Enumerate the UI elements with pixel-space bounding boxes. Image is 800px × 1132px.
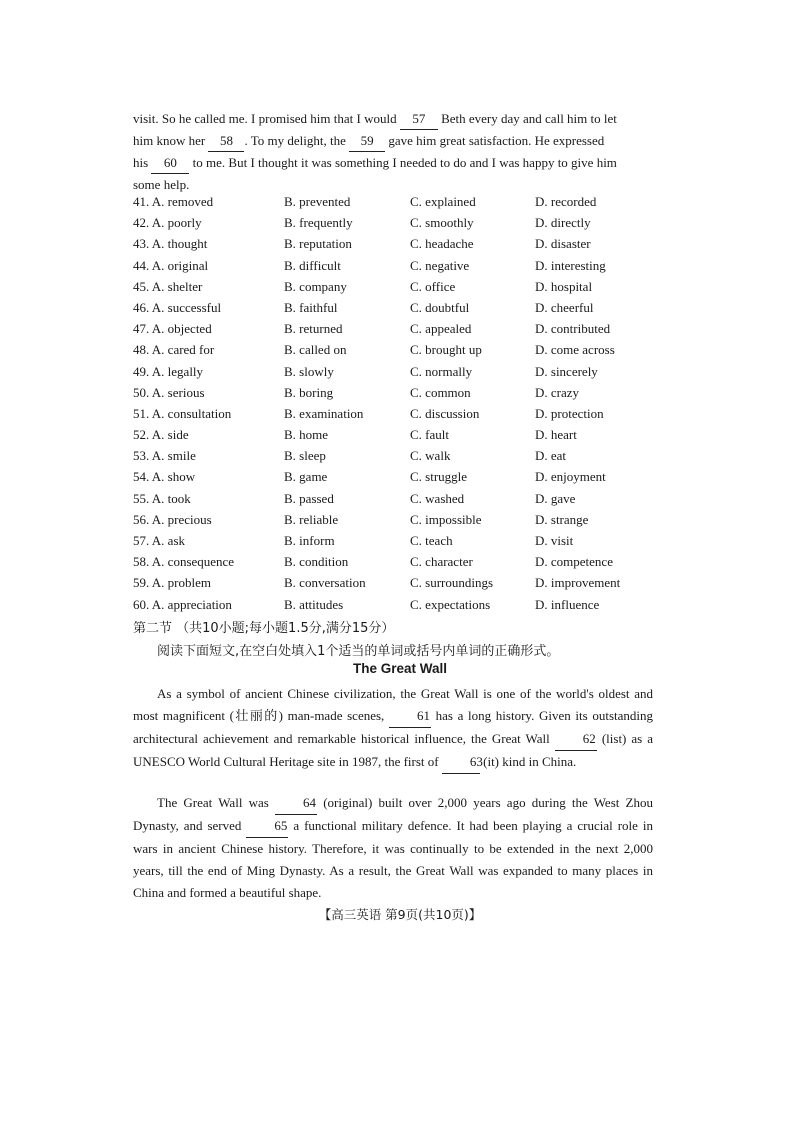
- option-b: B. examination: [284, 405, 364, 421]
- option-b: B. condition: [284, 554, 349, 570]
- option-a: 48. A. cared for: [133, 342, 215, 358]
- option-c: C. appealed: [410, 321, 472, 337]
- option-row: [133, 466, 653, 487]
- blank-58: 58: [208, 130, 244, 152]
- option-b: B. reputation: [284, 236, 352, 252]
- option-b: B. difficult: [284, 257, 341, 273]
- option-c: C. surroundings: [410, 575, 494, 591]
- option-a: 49. A. legally: [133, 363, 204, 379]
- text-segment: As a symbol of ancient Chinese civilization, the Great Wall is one of the world's oldest and most magnificent (壮丽的) man-made scenes,: [133, 686, 653, 723]
- option-b: B. prevented: [284, 194, 351, 209]
- option-a: 57. A. ask: [133, 533, 185, 548]
- option-d: D. influence: [535, 596, 600, 612]
- option-a: 56. A. precious: [133, 511, 212, 527]
- option-row: [133, 424, 653, 445]
- option-d: D. contributed: [535, 321, 611, 337]
- option-d: D. heart: [535, 427, 577, 443]
- option-a: 43. A. thought: [133, 236, 208, 252]
- option-d: D. interesting: [535, 257, 606, 273]
- option-a: 52. A. side: [133, 427, 189, 443]
- option-row: [133, 297, 653, 318]
- text-segment: a functional military defence. It had been playing a crucial role in wars in ancient Chinese history. Therefore, it was continually to be extended in the next 2,000 years, till the end of Ming Dynasty. As a result, the Great Wall was expanded to many places in China and formed a beautiful shape.: [133, 818, 654, 900]
- option-a: 51. A. consultation: [133, 405, 232, 421]
- option-c: C. brought up: [410, 342, 482, 358]
- option-c: C. explained: [410, 194, 476, 209]
- text-segment: him know her: [133, 133, 206, 148]
- options-table: [133, 191, 653, 615]
- option-row: [133, 191, 653, 212]
- option-c: C. headache: [410, 236, 474, 252]
- option-a: 46. A. successful: [133, 299, 222, 315]
- page-footer: 【高三英语 第9页(共10页)】: [318, 907, 482, 922]
- option-c: C. teach: [410, 533, 453, 548]
- option-d: D. cheerful: [535, 299, 594, 315]
- option-d: D. crazy: [535, 384, 580, 400]
- section-instruction: 阅读下面短文,在空白处填入1个适当的单词或括号内单词的正确形式。: [157, 644, 560, 659]
- blank-64: 64: [275, 792, 317, 815]
- option-row: [133, 445, 653, 466]
- option-a: 42. A. poorly: [133, 215, 202, 231]
- text-segment: gave him great satisfaction. He expressed: [388, 133, 605, 148]
- option-a: 50. A. serious: [133, 384, 205, 400]
- passage-line: [133, 130, 653, 152]
- option-a: 55. A. took: [133, 490, 191, 506]
- text-segment: (it) kind in China.: [483, 754, 577, 769]
- option-b: B. passed: [284, 490, 334, 506]
- text-segment: visit. So he called me. I promised him that I would: [133, 111, 397, 126]
- option-b: B. home: [284, 427, 329, 443]
- option-row: [133, 276, 653, 297]
- option-d: D. competence: [535, 554, 613, 570]
- option-row: [133, 255, 653, 276]
- blank-63: 63: [442, 751, 480, 774]
- option-b: B. attitudes: [284, 596, 344, 612]
- blank-61: 61: [389, 705, 431, 728]
- passage-line: [133, 108, 653, 130]
- text-segment: has a long history. Given its outstanding architectural achievement and remarkable historical influence, the Great Wall: [133, 708, 653, 746]
- option-c: C. impossible: [410, 511, 482, 527]
- option-a: 60. A. appreciation: [133, 596, 232, 612]
- option-b: B. boring: [284, 384, 334, 400]
- blank-62: 62: [555, 728, 597, 751]
- option-c: C. character: [410, 554, 473, 570]
- option-c: C. walk: [410, 448, 451, 464]
- option-row: [133, 594, 653, 615]
- text-segment: Beth every day and call him to let: [441, 111, 617, 126]
- option-d: D. enjoyment: [535, 469, 606, 485]
- text-segment: The Great Wall was: [157, 795, 269, 810]
- option-row: [133, 403, 653, 424]
- option-d: D. improvement: [535, 575, 621, 591]
- option-c: C. doubtful: [410, 299, 470, 315]
- blank-59: 59: [349, 130, 385, 152]
- option-row: [133, 551, 653, 572]
- option-row: [133, 382, 653, 403]
- option-b: B. sleep: [284, 448, 326, 464]
- passage-title: The Great Wall: [352, 661, 448, 676]
- option-d: D. eat: [535, 448, 567, 464]
- option-row: [133, 488, 653, 509]
- option-row: [133, 233, 653, 254]
- blank-57: 57: [400, 108, 438, 130]
- option-b: B. inform: [284, 533, 335, 548]
- option-b: B. faithful: [284, 299, 338, 315]
- option-d: D. strange: [535, 511, 589, 527]
- option-a: 45. A. shelter: [133, 278, 203, 294]
- option-d: D. recorded: [535, 194, 597, 209]
- option-row: [133, 530, 653, 551]
- option-c: C. fault: [410, 427, 449, 443]
- option-b: B. game: [284, 469, 328, 485]
- option-a: 47. A. objected: [133, 321, 212, 337]
- option-b: B. returned: [284, 321, 343, 337]
- option-b: B. reliable: [284, 511, 339, 527]
- text-segment: . To my delight, the: [244, 133, 346, 148]
- option-c: C. smoothly: [410, 215, 474, 231]
- option-row: [133, 361, 653, 382]
- option-d: D. visit: [535, 533, 574, 548]
- option-d: D. hospital: [535, 278, 593, 294]
- option-d: D. directly: [535, 215, 591, 231]
- option-c: C. normally: [410, 363, 473, 379]
- option-c: C. negative: [410, 257, 470, 273]
- option-a: 41. A. removed: [133, 194, 214, 209]
- option-a: 53. A. smile: [133, 448, 196, 464]
- option-b: B. company: [284, 278, 347, 294]
- option-c: C. common: [410, 384, 471, 400]
- option-b: B. called on: [284, 342, 347, 358]
- text-segment: to me. But I thought it was something I needed to do and I was happy to give him: [192, 155, 617, 170]
- cloze-passage-tail: [133, 108, 653, 195]
- option-a: 44. A. original: [133, 257, 209, 273]
- text-segment: (original) built over 2,000 years ago during the West Zhou Dynasty, and served: [133, 795, 653, 833]
- option-c: C. expectations: [410, 596, 491, 612]
- option-row: [133, 339, 653, 360]
- passage-paragraph-1: [133, 683, 653, 774]
- option-a: 59. A. problem: [133, 575, 211, 591]
- option-d: D. gave: [535, 490, 576, 506]
- text-segment: his: [133, 155, 149, 170]
- passage-paragraph-2: [133, 792, 653, 904]
- option-row: [133, 212, 653, 233]
- passage-line: some help.: [133, 177, 190, 192]
- option-c: C. washed: [410, 490, 465, 506]
- option-d: D. disaster: [535, 236, 591, 252]
- passage-line: [133, 152, 653, 174]
- option-b: B. slowly: [284, 363, 334, 379]
- option-row: [133, 572, 653, 593]
- section-heading: 第二节 （共10小题;每小题1.5分,满分15分）: [133, 621, 395, 636]
- option-c: C. office: [410, 278, 456, 294]
- text-segment: (list) as a UNESCO World Cultural Heritage site in 1987, the first of: [133, 731, 654, 769]
- blank-65: 65: [246, 815, 288, 838]
- option-b: B. frequently: [284, 215, 353, 231]
- option-d: D. come across: [535, 342, 615, 358]
- option-d: D. protection: [535, 405, 604, 421]
- option-a: 58. A. consequence: [133, 554, 235, 570]
- option-a: 54. A. show: [133, 469, 196, 485]
- blank-60: 60: [151, 152, 189, 174]
- option-b: B. conversation: [284, 575, 366, 591]
- option-d: D. sincerely: [535, 363, 598, 379]
- option-c: C. struggle: [410, 469, 468, 485]
- option-row: [133, 509, 653, 530]
- option-c: C. discussion: [410, 405, 480, 421]
- option-row: [133, 318, 653, 339]
